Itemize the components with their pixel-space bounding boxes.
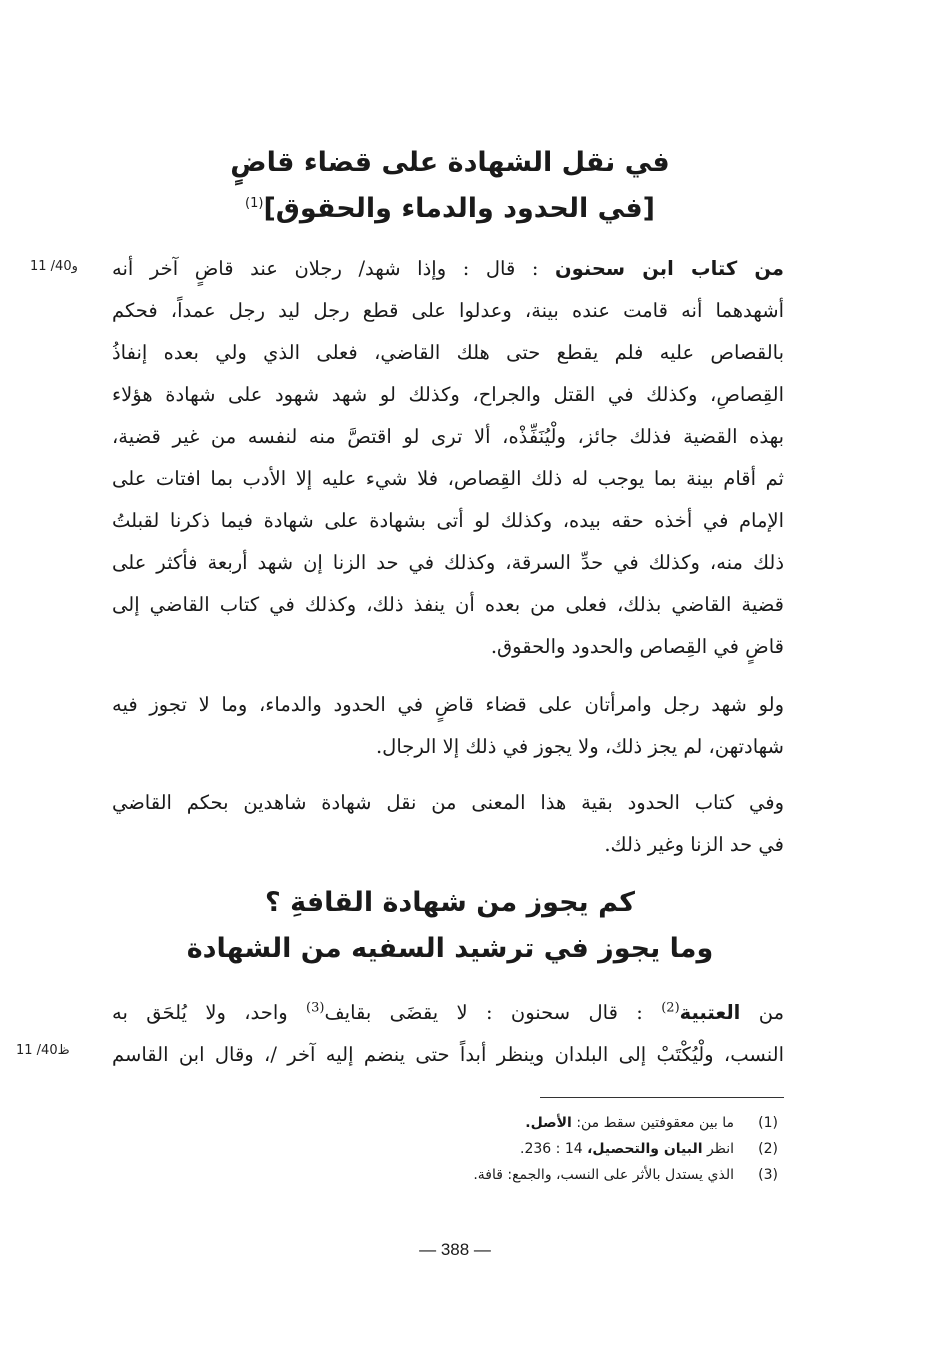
paragraph-1-line-5: بهذه القضية فذلك جائز، ولْيُنَفِّذْه، ألا ترى لو اقتصَّ منه لنفسه من غير قضية، <box>112 425 784 448</box>
footnote-ref-2[interactable]: (2) <box>661 1000 680 1016</box>
paragraph-1-line-7: الإمام في أخذه حقه بيده، وكذلك لو أتى بشهادة على شهادة فيما ذكرنا لقبلتُ <box>112 509 784 532</box>
footnote-3-number: (3) <box>758 1167 778 1183</box>
section-heading-1 <box>110 140 790 232</box>
paragraph-2-line-1: ولو شهد رجل وامرأتان على قضاء قاضٍ في الحدود والدماء، وما لا تجوز فيه <box>112 693 784 716</box>
paragraph-3 <box>112 782 784 866</box>
footnote-ref-1[interactable]: (1) <box>245 196 264 211</box>
footnote-ref-3[interactable]: (3) <box>306 1000 325 1016</box>
footnote-3-text: الذي يستدل بالأثر على النسب، والجمع: قافة. <box>473 1167 734 1183</box>
paragraph-4-line-1 <box>112 992 784 1034</box>
heading-1-line-1: في نقل الشهادة على قضاء قاضٍ <box>230 147 670 178</box>
paragraph-1-line-2: أشهدهما أنه قامت عنده بينة، وعدلوا على قطع رجل ليد رجل عمداً، فحكم <box>112 299 784 322</box>
paragraph-1-line-1-rest: : قال : وإذا شهد/ رجلان عند قاضٍ آخر أنه <box>112 257 556 280</box>
footnote-2-text <box>300 1136 734 1162</box>
footnote-3 <box>300 1162 778 1188</box>
footnotes <box>300 1110 778 1188</box>
section-heading-2 <box>110 880 790 972</box>
paragraph-3-line-1: وفي كتاب الحدود بقية هذا المعنى من نقل شهادة شاهدين بحكم القاضي <box>112 791 784 814</box>
footnote-separator <box>540 1097 784 1098</box>
manuscript-folio-marker-2: 11 /40ظ <box>16 1043 70 1058</box>
heading-1-line-2-main: [في الحدود والدماء والحقوق] <box>263 193 655 224</box>
footnote-2-number: (2) <box>758 1141 778 1157</box>
paragraph-2 <box>112 684 784 768</box>
paragraph-4-line-1-mid: : قال سحنون : لا يقضَى بقايف <box>324 1001 643 1024</box>
footnote-2 <box>300 1136 778 1162</box>
heading-1-line-2 <box>110 186 790 232</box>
paragraph-2-line-2: شهادتهن، لم يجز ذلك، ولا يجوز في ذلك إلا الرجال. <box>375 735 784 758</box>
source-book-title: من كتاب ابن سحنون <box>555 257 784 280</box>
paragraph-4-line-1-end: واحد، ولا يُلحَق به <box>112 1001 288 1024</box>
paragraph-1-line-6: ثم أقام بينة بما يوجب له ذلك القِصاص، فلا شيء عليه إلا الأدب بما افتات على <box>112 467 784 490</box>
paragraph-3-line-2: في حد الزنا وغير ذلك. <box>604 833 784 856</box>
footnote-1-text <box>300 1110 734 1136</box>
footnote-2-bold: البيان والتحصيل، <box>587 1141 703 1157</box>
footnote-2-tail: 14 : 236. <box>520 1141 583 1157</box>
heading-2-line-2: وما يجوز في ترشيد السفيه من الشهادة <box>186 933 714 964</box>
paragraph-1-line-10: قاضٍ في القِصاص والحدود والحقوق. <box>490 635 784 658</box>
paragraph-1-line-1 <box>112 248 784 290</box>
source-book-title-2: العتبية <box>679 1001 741 1024</box>
paragraph-1-line-9: قضية القاضي بذلك، فعلى من بعده أن ينفذ ذلك، وكذلك في كتاب القاضي إلى <box>112 593 784 616</box>
paragraph-1-line-8: ذلك منه، وكذلك في حدِّ السرقة، وكذلك في حد الزنا إن شهد أربعة فأكثر على <box>112 551 784 574</box>
footnote-1-number: (1) <box>758 1115 778 1131</box>
paragraph-4-line-2: النسب، ولْيُكْتَبْ إلى البلدان وينظر أبداً حتى ينضم إليه آخر /، وقال ابن القاسم <box>112 1043 784 1066</box>
paragraph-1 <box>112 248 784 668</box>
footnote-1 <box>300 1110 778 1136</box>
heading-2-line-1: كم يجوز من شهادة القافةِ ؟ <box>265 887 635 918</box>
footnote-1-bold: الأصل. <box>525 1115 572 1131</box>
paragraph-1-line-3: بالقصاص عليه فلم يقطع حتى هلك القاضي، فعلى الذي ولي بعده إنفاذُ <box>112 341 784 364</box>
paragraph-4-from: من <box>758 1001 785 1024</box>
footnote-2-body: انظر <box>707 1141 734 1157</box>
manuscript-folio-marker-1: 11 /40و <box>30 259 78 274</box>
page-number: — 388 — <box>419 1240 491 1259</box>
footnote-1-body: ما بين معقوفتين سقط من: <box>576 1115 734 1131</box>
paragraph-1-line-4: القِصاصِ، وكذلك في القتل والجراح، وكذلك لو شهد شهود على شهادة هؤلاء <box>112 383 784 406</box>
paragraph-4 <box>112 992 784 1076</box>
